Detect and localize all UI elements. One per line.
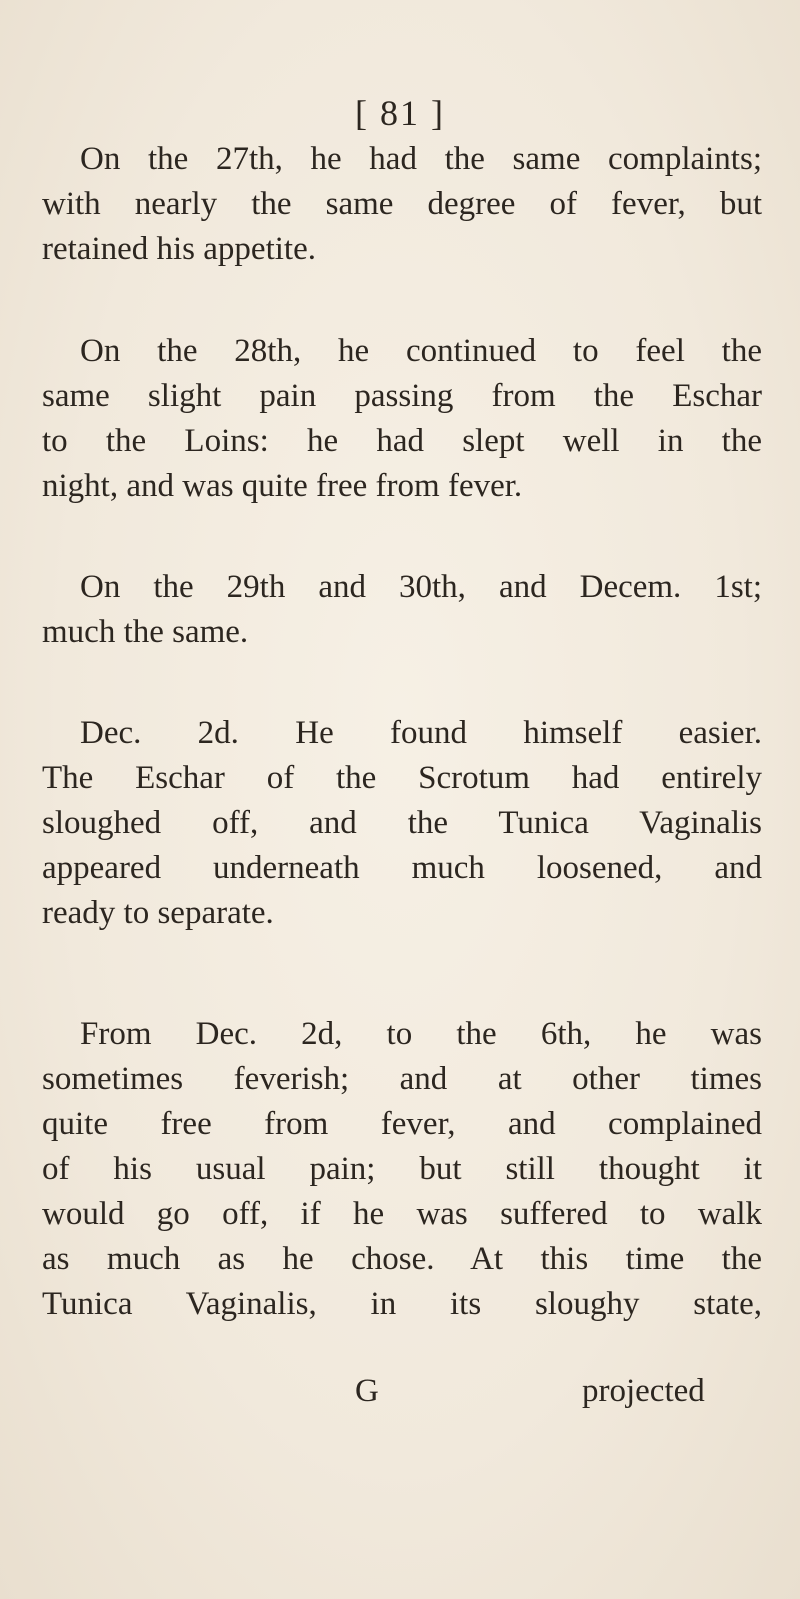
paragraph-4: [42, 711, 762, 936]
text-line: night, and was quite free from fever.: [42, 468, 523, 504]
text-line: much the same.: [42, 614, 249, 650]
text-line: Tunica Vaginalis, in its sloughy state,: [42, 1286, 762, 1322]
paragraph-1: [42, 137, 762, 272]
text-line: On the 27th, he had the same complaints;: [80, 141, 762, 177]
text-line: On the 29th and 30th, and Decem. 1st;: [80, 569, 762, 605]
text-line: From Dec. 2d, to the 6th, he was: [80, 1016, 762, 1052]
text-line: The Eschar of the Scrotum had entirely: [42, 760, 762, 796]
catchword: projected: [582, 1373, 705, 1409]
text-line: Dec. 2d. He found himself easier.: [80, 715, 762, 751]
text-line: sloughed off, and the Tunica Vaginalis: [42, 805, 762, 841]
text-line: quite free from fever, and complained: [42, 1106, 762, 1142]
text-line: sometimes feverish; and at other times: [42, 1061, 762, 1097]
text-line: appeared underneath much loosened, and: [42, 850, 762, 886]
text-line: ready to separate.: [42, 895, 274, 931]
paragraph-5: [42, 1012, 762, 1327]
text-line: with nearly the same degree of fever, but: [42, 186, 762, 222]
text-line: retained his appetite.: [42, 231, 316, 267]
text-line: as much as he chose. At this time the: [42, 1241, 762, 1277]
text-line: would go off, if he was suffered to walk: [42, 1196, 762, 1232]
paragraph-2: [42, 329, 762, 509]
text-line: On the 28th, he continued to feel the: [80, 333, 762, 369]
paragraph-3: [42, 565, 762, 655]
text-line: of his usual pain; but still thought it: [42, 1151, 762, 1187]
page-number: [ 81 ]: [355, 93, 445, 133]
signature-mark: G: [355, 1373, 379, 1409]
text-line: same slight pain passing from the Eschar: [42, 378, 762, 414]
text-line: to the Loins: he had slept well in the: [42, 423, 762, 459]
